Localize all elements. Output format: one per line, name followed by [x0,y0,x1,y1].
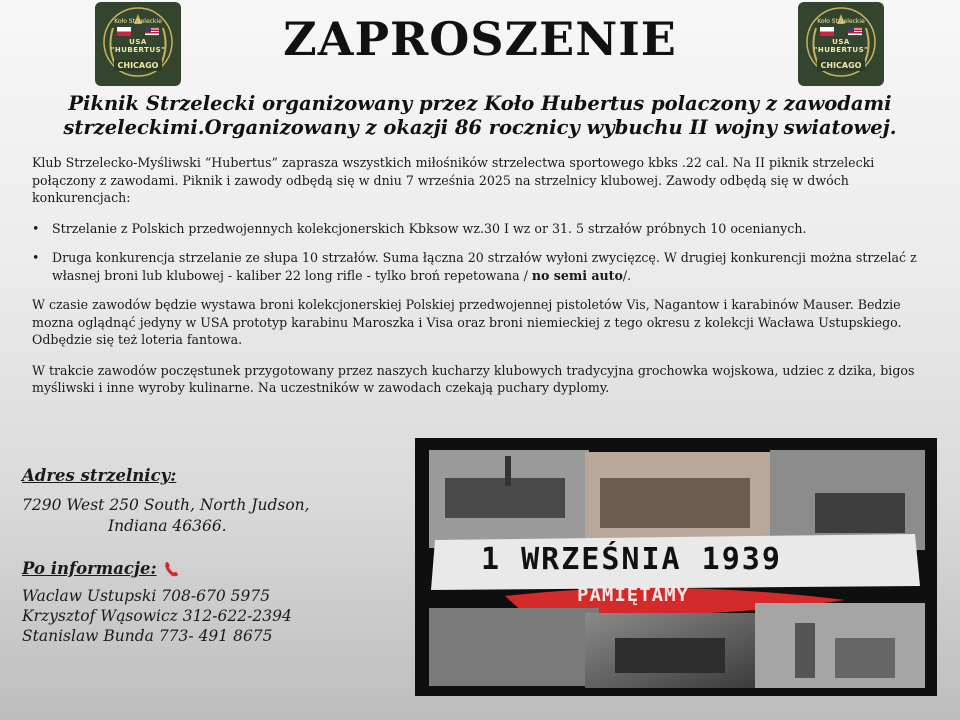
catering-paragraph: W trakcie zawodów poczęstunek przygotowany przez naszych kucharzy klubowych tradycyjna grochowka wojskowa, udziec z dzika, bigos myśliwski i inne wyroby kulinarne. Na uczestników w zawodach czekają puchary dyplomy. [32,362,915,395]
memorial-poster-image [415,438,937,696]
competition-item-1: • Strzelanie z Polskich przedwojennych kolekcjonerskich Kbksow wz.30 I wz or 31. 5 strzałów próbnych 10 ocenianych. [32,220,932,238]
page-title: ZAPROSZENIE [283,12,677,66]
logo-hubertus: "HUBERTUS" [813,45,869,54]
exhibition-paragraph: W czasie zawodów będzie wystawa broni kolekcjonerskiej Polskiej przedwojennej pistoletów Vis, Nagantow i karabinów Mauser. Bedzie mozna oglądnąć jedyny w USA prototyp karabinu Maroszka i Visa oraz broni niemieckiej z tego okresu z kolekcji Wacława Ustupskiego. Odbędzie się też loteria fantowa. [32,297,902,347]
competition-list [32,220,932,285]
info-heading: Po informacje: [22,559,157,578]
logo-usa: USA [832,37,850,46]
logo-arc-text: Koło Strzeleckie [114,17,162,25]
address-line-1: 7290 West 250 South, North Judson, [22,496,310,514]
info-heading-row [22,559,402,578]
competition-item-2 [32,249,932,284]
event-subtitle [10,92,950,140]
contact-section [22,466,402,646]
date-1939-label: 1 WRZEŚNIA 1939 [481,542,782,577]
contact-person: Stanislaw Bunda 773- 491 8675 [22,627,273,645]
logo-chicago: CHICAGO [114,60,163,71]
phone-icon [163,560,181,578]
logo-usa: USA [129,37,147,46]
logo-chicago: CHICAGO [817,60,866,71]
subtitle-line-1: Piknik Strzelecki organizowany przez Koło Hubertus polaczony z zawodami [68,92,892,115]
contact-person: Waclaw Ustupski 708-670 5975 [22,587,271,605]
contact-people [22,586,402,646]
address-heading: Adres strzelnicy: [22,466,177,485]
address-line-2: Indiana 46366. [108,517,227,535]
no-semi-auto-note: no semi auto [531,267,623,283]
intro-paragraph: Klub Strzelecko-Myśliwski “Hubertus” zaprasza wszystkich miłośników strzelectwa sportowego kbks .22 cal. Na II piknik strzelecki połączony z zawodami. Piknik i zawody odbędą się w dniu 7 września 2025 na strzelnicy klubowej. Zawody odbędą się w dwóch konkurencjach: [32,155,875,205]
competition-item-2-end: /. [622,267,632,283]
logo-arc-text: Koło Strzeleckie [817,17,865,25]
competition-item-2-text: Druga konkurencja strzelanie ze słupa 10 strzałów. Suma łączna 20 strzałów wyłoni zwycięzcę. W drugiej konkurencji można strzelać z własnej broni lub klubowej - kaliber 22 long rifle - tylko broń repetowana / [52,250,917,283]
address-block [22,495,402,537]
subtitle-line-2: strzeleckimi.Organizowany z okazji 86 rocznicy wybuchu II wojny swiatowej. [63,116,897,139]
pamietamy-label: PAMIĘTAMY [577,584,689,606]
invitation-body [32,154,932,410]
contact-person: Krzysztof Wąsowicz 312-622-2394 [22,607,292,625]
logo-hubertus: "HUBERTUS" [110,45,166,54]
